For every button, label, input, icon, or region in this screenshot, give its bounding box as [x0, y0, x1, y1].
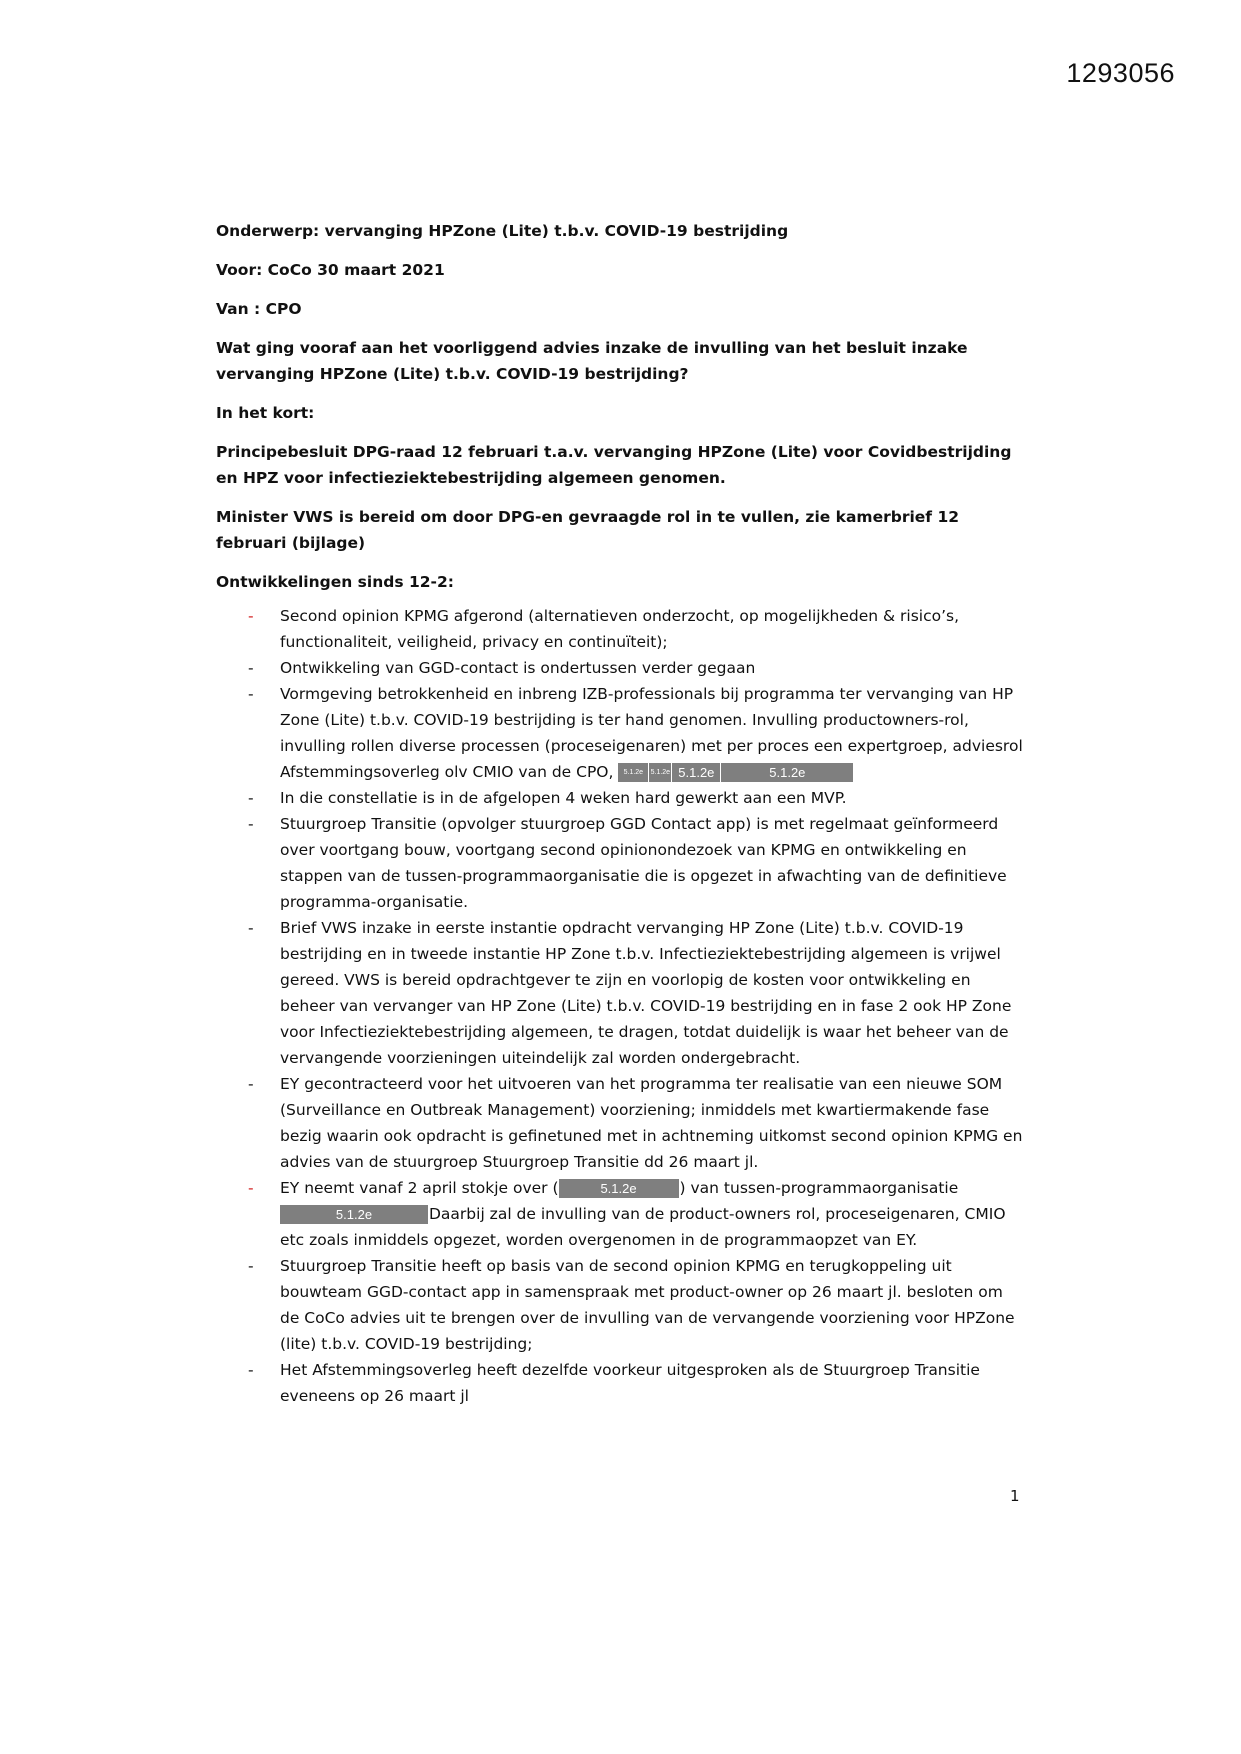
bullet-dash: - [248, 1075, 254, 1093]
list-item-text: Vormgeving betrokkenheid en inbreng IZB-professionals bij programma ter vervanging van HP Zone (Lite) t.b.v. COVID-19 bestrijding is ter hand genomen. Invulling productowners-rol, invulling rollen diverse processen (proceseigenaren) met per proces een expertgroep, adviesrol Afstemmingsoverleg olv CMIO van de CPO, [280, 685, 1023, 781]
bullet-dash: - [248, 1179, 254, 1197]
redaction-block: 5.1.2e [721, 763, 853, 782]
bullet-dash: - [248, 789, 254, 807]
list-item-text: ) van tussen-programmaorganisatie [679, 1179, 959, 1197]
bullet-dash: - [248, 1361, 254, 1379]
developments-label: Ontwikkelingen sinds 12-2: [216, 573, 454, 591]
list-item-text: Brief VWS inzake in eerste instantie opdracht vervanging HP Zone (Lite) t.b.v. COVID-19 bestrijding en in tweede instantie HP Zone t.b.v. Infectieziektebestrijding algemeen is vrijwel gereed. VWS is bereid opdrachtgever te zijn en voorlopig de kosten voor ontwikkeling en beheer van vervanger van HP Zone (Lite) t.b.v. COVID-19 bestrijding en in fase 2 ook HP Zone voor Infectieziektebestrijding algemeen, te dragen, totdat duidelijk is waar het beheer van de vervangende voorzieningen uiteindelijk zal worden ondergebracht. [280, 919, 1012, 1067]
summary-label: In het kort: [216, 404, 315, 422]
list-item-text: Second opinion KPMG afgerond (alternatieven onderzocht, op mogelijkheden & risico’s, functionaliteit, veiligheid, privacy en continuïteit); [280, 607, 960, 651]
minister-statement: Minister VWS is bereid om door DPG-en gevraagde rol in te vullen, zie kamerbrief 12 februari (bijlage) [216, 508, 960, 552]
developments-list [216, 603, 1024, 1409]
from-heading: Van : CPO [216, 300, 302, 318]
for-heading: Voor: CoCo 30 maart 2021 [216, 261, 445, 279]
list-item [216, 655, 1024, 681]
list-item [216, 681, 1024, 785]
bullet-dash: - [248, 919, 254, 937]
list-item-text: Daarbij zal de invulling van de product-owners rol, proceseigenaren, CMIO etc zoals inmiddels opgezet, worden overgenomen in de programmaopzet van EY. [280, 1205, 1006, 1249]
redaction-block: 5.1.2e [559, 1179, 679, 1198]
redaction-block: 5.1.2e [672, 763, 720, 782]
list-item [216, 785, 1024, 811]
list-item [216, 1253, 1024, 1357]
list-item [216, 1175, 1024, 1253]
principle-decision: Principebesluit DPG-raad 12 februari t.a.v. vervanging HPZone (Lite) voor Covidbestrijding en HPZ voor infectieziektebestrijding algemeen genomen. [216, 443, 1012, 487]
list-item [216, 603, 1024, 655]
list-item-text: EY neemt vanaf 2 april stokje over ( [280, 1179, 559, 1197]
list-item [216, 1071, 1024, 1175]
bullet-dash: - [248, 815, 254, 833]
list-item-text: Stuurgroep Transitie (opvolger stuurgroep GGD Contact app) is met regelmaat geïnformeerd over voortgang bouw, voortgang second opinionondezoek van KPMG en ontwikkeling en stappen van de tussen-programmaorganisatie die is opgezet in afwachting van de definitieve programma-organisatie. [280, 815, 1007, 911]
redaction-block: 5.1.2e [618, 763, 648, 782]
bullet-dash: - [248, 659, 254, 677]
document-body [216, 218, 1024, 1409]
bullet-dash: - [248, 607, 254, 625]
subject-heading: Onderwerp: vervanging HPZone (Lite) t.b.v. COVID-19 bestrijding [216, 222, 789, 240]
list-item [216, 1357, 1024, 1409]
redaction-block: 5.1.2e [280, 1205, 428, 1224]
list-item [216, 915, 1024, 1071]
list-item-text: Ontwikkeling van GGD-contact is ondertussen verder gegaan [280, 659, 756, 677]
redaction-block: 5.1.2e [649, 763, 671, 782]
bullet-dash: - [248, 685, 254, 703]
list-item-text: Het Afstemmingsoverleg heeft dezelfde voorkeur uitgesproken als de Stuurgroep Transitie eveneens op 26 maart jl [280, 1361, 980, 1405]
page-number: 1 [1010, 1487, 1020, 1505]
question-heading: Wat ging vooraf aan het voorliggend advies inzake de invulling van het besluit inzake vervanging HPZone (Lite) t.b.v. COVID-19 bestrijding? [216, 339, 968, 383]
list-item-text: In die constellatie is in de afgelopen 4 weken hard gewerkt aan een MVP. [280, 789, 847, 807]
document-id: 1293056 [1066, 58, 1175, 88]
bullet-dash: - [248, 1257, 254, 1275]
list-item-text: Stuurgroep Transitie heeft op basis van de second opinion KPMG en terugkoppeling uit bouwteam GGD-contact app in samenspraak met product-owner op 26 maart jl. besloten om de CoCo advies uit te brengen over de invulling van de vervangende voorziening voor HPZone (lite) t.b.v. COVID-19 bestrijding; [280, 1257, 1015, 1353]
list-item-text: EY gecontracteerd voor het uitvoeren van het programma ter realisatie van een nieuwe SOM (Surveillance en Outbreak Management) voorziening; inmiddels met kwartiermakende fase bezig waarin ook opdracht is gefinetuned met in achtneming uitkomst second opinion KPMG en advies van de stuurgroep Stuurgroep Transitie dd 26 maart jl. [280, 1075, 1023, 1171]
list-item [216, 811, 1024, 915]
